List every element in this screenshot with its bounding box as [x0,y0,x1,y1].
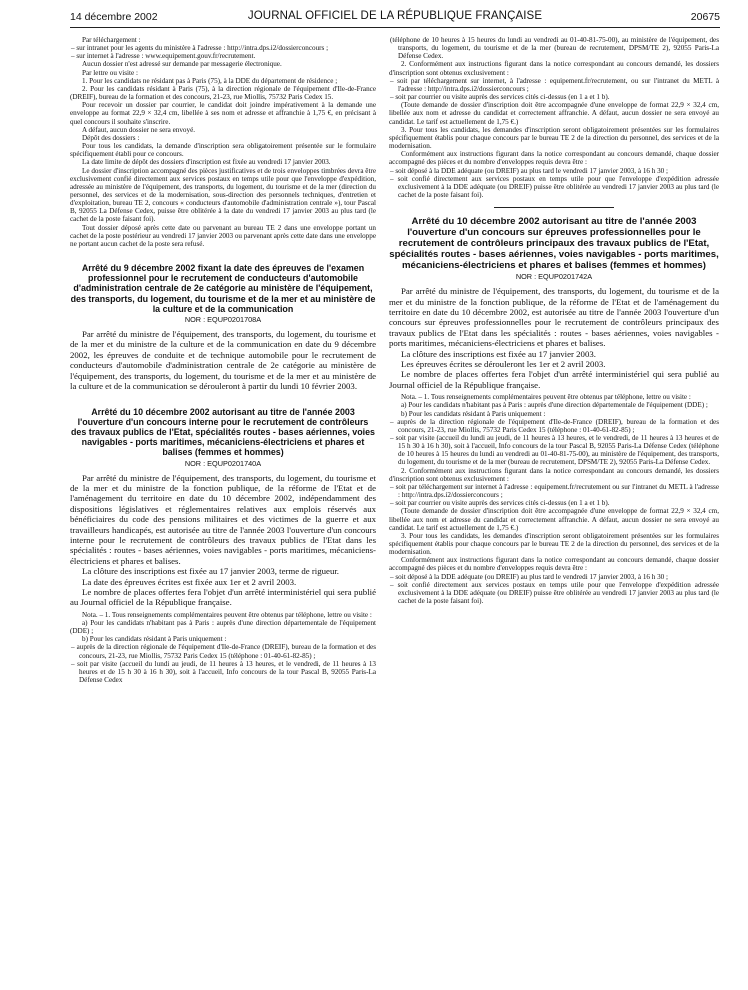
arrete-title: Arrêté du 9 décembre 2002 fixant la date des épreuves de l'examen professionnel pour le recrutement de conducteurs d'automobile d'administration centrale de 2e catégorie au ministère de l'équipement, des transports, du logement, du tourisme et de la mer et au ministère de la culture et de la communication [70,263,376,314]
paragraph: 2. Conformément aux instructions figurant dans la notice correspondant au concours demandé, les dossiers d'inscription sont obtenus exclusivement : [389,60,719,77]
paragraph: La clôture des inscriptions est fixée au 17 janvier 2003, terme de rigueur. [82,566,339,577]
paragraph: La date limite de dépôt des dossiers d'inscription est fixée au vendredi 17 janvier 2003. [82,158,331,167]
paragraph: 2. Pour les candidats résidant à Paris (75), à la direction régionale de l'équipement d'Ile-de-France (DREIF), bureau de la formation et des concours, 21-23, rue Miollis, 75732 Paris Cedex 15. [70,84,376,102]
header-date: 14 décembre 2002 [70,11,158,23]
list-item: – soit déposé à la DDE adéquate (ou DREIF) au plus tard le vendredi 17 janvier 2003, à 16 h 30 ; [390,166,669,175]
paragraph: Le nombre de places offertes fera l'objet d'un arrêté interministériel qui sera publié au Journal officiel de la République française. [389,369,719,390]
paragraph: 3. Pour tous les candidats, les demandes d'inscription seront obligatoirement présentées sur les formulaires spécifiquement établis pour chaque concours par le bureau TE 2 de la direction du personnel, des services et de la modernisation. [389,125,719,151]
list-item: – soit par visite (accueil du lundi au jeudi, de 11 heures à 13 heures, et le vendredi, de 11 heures à 13 heures et de 15 h 30 à 16 h 30), soit à l'accueil, Info concours de la tour Pascal B, 92055 Paris-La Défense Cedex (téléphone de 10 heures à 15 heures du lundi au vendredi au 01-40-81-75-00), au ministère de l'équipement, des transports, du logement, du tourisme et de la mer (bureau de recrutement, DPSM/TE 2), 92055 Paris-La Défense Cedex. [390,433,719,467]
paragraph: Nota. – 1. Tous renseignements complémentaires peuvent être obtenus par téléphone, lettre ou visite : [401,393,691,402]
right-continuation [389,36,719,199]
journal-title: JOURNAL OFFICIEL DE LA RÉPUBLIQUE FRANÇAISE [247,10,543,22]
paragraph: Par arrêté du ministre de l'équipement, des transports, du logement, du tourisme et de la mer et du ministre de la fonction publique, de la réforme de l'Etat et de l'aménagement du territoire en date du 10 décembre 2002, est autorisée au titre de l'année 2003 l'ouverture d'un concours sur épreuves professionnelles pour le recrutement de contrôleurs principaux des travaux publics de l'Etat dans les spécialités : routes - bases aériennes, voies navigables - ports maritimes, mécaniciens-électriciens et phares et balises. [389,286,719,349]
paragraph: Conformément aux instructions figurant dans la notice correspondant au concours demandé, chaque dossier accompagné des pièces et du nombre d'enveloppes requis devra être : [389,150,719,167]
paragraph: La clôture des inscriptions est fixée au 17 janvier 2003. [401,348,596,359]
list-item: – auprès de la direction régionale de l'équipement d'Ile-de-France (DREIF), bureau de la formation et des concours, 21-23, rue Miollis, 75732 Paris Cedex 15 (téléphone : 01-40-61-82-85) ; [71,643,376,660]
list-item: – soit par téléchargement sur internet à l'adresse : equipement.fr/recrutement ou sur l'intranet du METL à l'adresse : http://intra.dps.i2/dossierconcours ; [390,482,719,500]
paragraph: Le dossier d'inscription accompagné des pièces justificatives et de trois enveloppes timbrées devra être exclusivement confié directement aux services postaux en temps utile pour que l'enveloppe d'expédition, adressée au ministère de l'équipement, des transports, du logement, du tourisme et de la mer (direction du personnel, des services et de la modernisation, sous-direction des personnels techniques, d'entretien et d'exploitation, bureau TE 2, concours « conducteurs d'automobile d'administration centrale »), tour Pascal B, 92055 La Défense Cedex, puisse être oblitérée à la date du vendredi 17 janvier 2003 au plus tard (le cachet de la poste faisant foi). [70,166,376,224]
list-item: – soit par courrier ou visite auprès des services cités ci-dessus (en 1 a et 1 b). [390,499,610,508]
list-item: – sur internet à l'adresse : www.equipement.gouv.fr/recrutement. [71,52,256,61]
nor-reference: NOR : EQUP0201742A [515,272,593,282]
page-number: 20675 [690,11,720,23]
paragraph: La date des épreuves écrites est fixée aux 1er et 2 avril 2003. [82,576,297,587]
paragraph: 1. Pour les candidats ne résidant pas à Paris (75), à la DDE du département de résidence ; [82,76,338,85]
list-item: – auprès de la direction régionale de l'équipement d'Ile-de-France (DREIF), bureau de la formation et des concours, 21-23, rue Miollis, 75732 Paris Cedex 15 (téléphone : 01-40-61-82-85) ; [390,417,719,434]
section-separator [494,207,614,208]
left-intro [70,36,376,248]
paragraph: A défaut, aucun dossier ne sera envoyé. [82,125,196,134]
left-column [70,36,376,982]
header-rule [70,27,720,28]
paragraph: (Toute demande de dossier d'inscription doit être accompagnée d'une enveloppe de format 22,9 × 32,4 cm, libellée aux nom et adresse du candidat et correctement affranchie. A défaut, aucun dossier ne sera envoyé au candidat. Le tarif est actuellement de 1,75 €.) [389,507,719,532]
right-column [389,36,719,982]
paragraph: (Toute demande de dossier d'inscription doit être accompagnée d'une enveloppe de format 22,9 × 32,4 cm, libellée aux nom et adresse du candidat et correctement affranchie. A défaut, aucun dossier ne sera envoyé au candidat. Le tarif est actuellement de 1,75 €.) [389,101,719,126]
paragraph: Par lettre ou visite : [82,68,138,77]
page-header [70,10,720,26]
list-item: (téléphone de 10 heures à 15 heures du lundi au vendredi au 01-40-81-75-00), au ministère de l'équipement, des transports, du logement, du tourisme et de la mer (bureau de recrutement, DPSM/TE 2), 92055 Paris-La Défense Cedex. [390,36,719,61]
list-item: – soit déposé à la DDE adéquate (ou DREIF) au plus tard le vendredi 17 janvier 2003, à 16 h 30 ; [390,572,669,581]
paragraph: b) Pour les candidats résidant à Paris uniquement : [82,635,227,644]
paragraph: Par téléchargement : [82,36,141,44]
paragraph: b) Pour les candidats résidant à Paris uniquement : [401,409,546,418]
nor-reference: NOR : EQUP0201708A [184,315,262,325]
list-item: – soit par courrier ou visite auprès des services cités ci-dessus (en 1 a et 1 b). [390,93,610,102]
paragraph: Dépôt des dossiers : [82,133,140,142]
list-item: – soit par visite (accueil du lundi au jeudi, de 11 heures à 13 heures, et le vendredi, de 11 heures à 13 heures et de 15 h 30 à 16 h 30), soit à l'accueil, Info concours de la tour Pascal B, 92055 Paris-La Défense Cedex [71,659,376,685]
paragraph: Conformément aux instructions figurant dans la notice correspondant au concours demandé, chaque dossier accompagné des pièces et du nombre d'enveloppes requis devra être : [389,556,719,573]
paragraph: 3. Pour tous les candidats, les demandes d'inscription seront obligatoirement présentées sur les formulaires spécifiquement établis pour chaque concours par le bureau TE 2 de la direction du personnel, des services et de la modernisation. [389,531,719,557]
arrete-body [389,286,719,390]
arrete-note [70,611,376,684]
arrete-paragraph: Par arrêté du ministre de l'équipement, des transports, du logement, du tourisme et de la mer et du ministre de la culture et de la communication en date du 9 décembre 2002, les épreuves de conduite et de technique automobile pour le recrutement de conducteurs d'automobile d'administration centrale de 2e catégorie au ministère de l'équipement, des transports, du logement, du tourisme et de la mer et au ministère de la culture et de la communication se dérouleront à partir du lundi 10 février 2003. [70,329,376,392]
paragraph: Pour recevoir un dossier par courrier, le candidat doit joindre impérativement à la demande une enveloppe au format 22,9 × 32,4 cm, libellée à ses nom et adresse et affranchie à 1,75 €, en précisant à quel concours il souhaite s'inscrire. [70,101,376,126]
paragraph: Les épreuves écrites se dérouleront les 1er et 2 avril 2003. [401,358,606,369]
paragraph: a) Pour les candidats n'habitant pas à Paris : auprès d'une direction départementale de l'équipement (DDE) ; [70,618,376,636]
arrete-note [389,393,719,605]
list-item: – soit par téléchargement sur internet, à l'adresse : equipement.fr/recrutement, ou sur l'intranet du METL à l'adresse : http://intra.dps.i2/dossierconcours ; [390,76,719,93]
arrete-body [70,473,376,608]
list-item: – sur intranet pour les agents du ministère à l'adresse : http://intra.dps.i2/dossierconcours ; [71,44,329,53]
paragraph: Tout dossier déposé après cette date ou parvenant au bureau TE 2 dans une enveloppe portant un cachet de la poste postérieur au vendredi 17 janvier 2003 ou parvenant après cette date dans une enveloppe ne portant aucun cachet de la poste sera refusé. [70,223,376,248]
list-item: – soit confié directement aux services postaux en temps utile pour que l'enveloppe d'expédition adressée exclusivement à la DDE adéquate (ou DREIF) puisse être oblitérée au vendredi 17 janvier 2003 au plus tard (le cachet de la poste faisant foi). [390,174,719,199]
paragraph: Nota. – 1. Tous renseignements complémentaires peuvent être obtenus par téléphone, lettre ou visite : [82,610,372,619]
nor-reference: NOR : EQUP0201740A [184,458,262,468]
arrete-title: Arrêté du 10 décembre 2002 autorisant au titre de l'année 2003 l'ouverture d'un concours sur épreuves professionnelles pour le recrutement de contrôleurs principaux des travaux publics de l'Etat, spécialités routes - bases aériennes, voies navigables - ports maritimes, mécaniciens-électriciens et phares et balises (femmes et hommes) [389,216,719,272]
paragraph: Aucun dossier n'est adressé sur demande par messagerie électronique. [82,60,282,69]
paragraph: Le nombre de places offertes fera l'objet d'un arrêté interministériel qui sera publié au Journal officiel de la République française. [70,587,376,608]
paragraph: 2. Conformément aux instructions figurant dans la notice correspondant au concours demandé, les dossiers d'inscription sont obtenus exclusivement : [389,466,719,483]
paragraph: Pour tous les candidats, la demande d'inscription sera obligatoirement présentée sur le formulaire spécifiquement établi pour ce concours. [70,142,376,159]
paragraph: Par arrêté du ministre de l'équipement, des transports, du logement, du tourisme et de la mer et du ministre de la fonction publique, de la réforme de l'Etat et de l'aménagement du territoire en date du 10 décembre 2002, indépendamment des dispositions législatives et réglementaires relatives aux emplois réservés aux bénéficiaires du code des pensions militaires et des victimes de la guerre et aux travailleurs handicapés, est autorisée au titre de l'année 2003 l'ouverture d'un concours interne pour le recrutement de contrôleurs des travaux publics de l'Etat dans les spécialités : routes - bases aériennes, voies navigables - ports maritimes, mécaniciens-électriciens et phares et balises. [70,472,376,566]
paragraph: a) Pour les candidats n'habitant pas à Paris : auprès d'une direction départementale de l'équipement (DDE) ; [401,401,708,410]
arrete-body [70,329,376,391]
arrete-title: Arrêté du 10 décembre 2002 autorisant au titre de l'année 2003 l'ouverture d'un concours interne pour le recrutement de contrôleurs des travaux publics de l'Etat, spécialités routes - bases aériennes, voies navigables - ports maritimes, mécaniciens-électriciens et phares et balises (femmes et hommes) [71,406,375,458]
list-item: – soit confié directement aux services postaux en temps utile pour que l'enveloppe d'expédition adressée exclusivement à la DDE adéquate (ou DREIF) puisse être oblitérée au vendredi 17 janvier 2003 au plus tard (le cachet de la poste faisant foi). [390,580,719,606]
